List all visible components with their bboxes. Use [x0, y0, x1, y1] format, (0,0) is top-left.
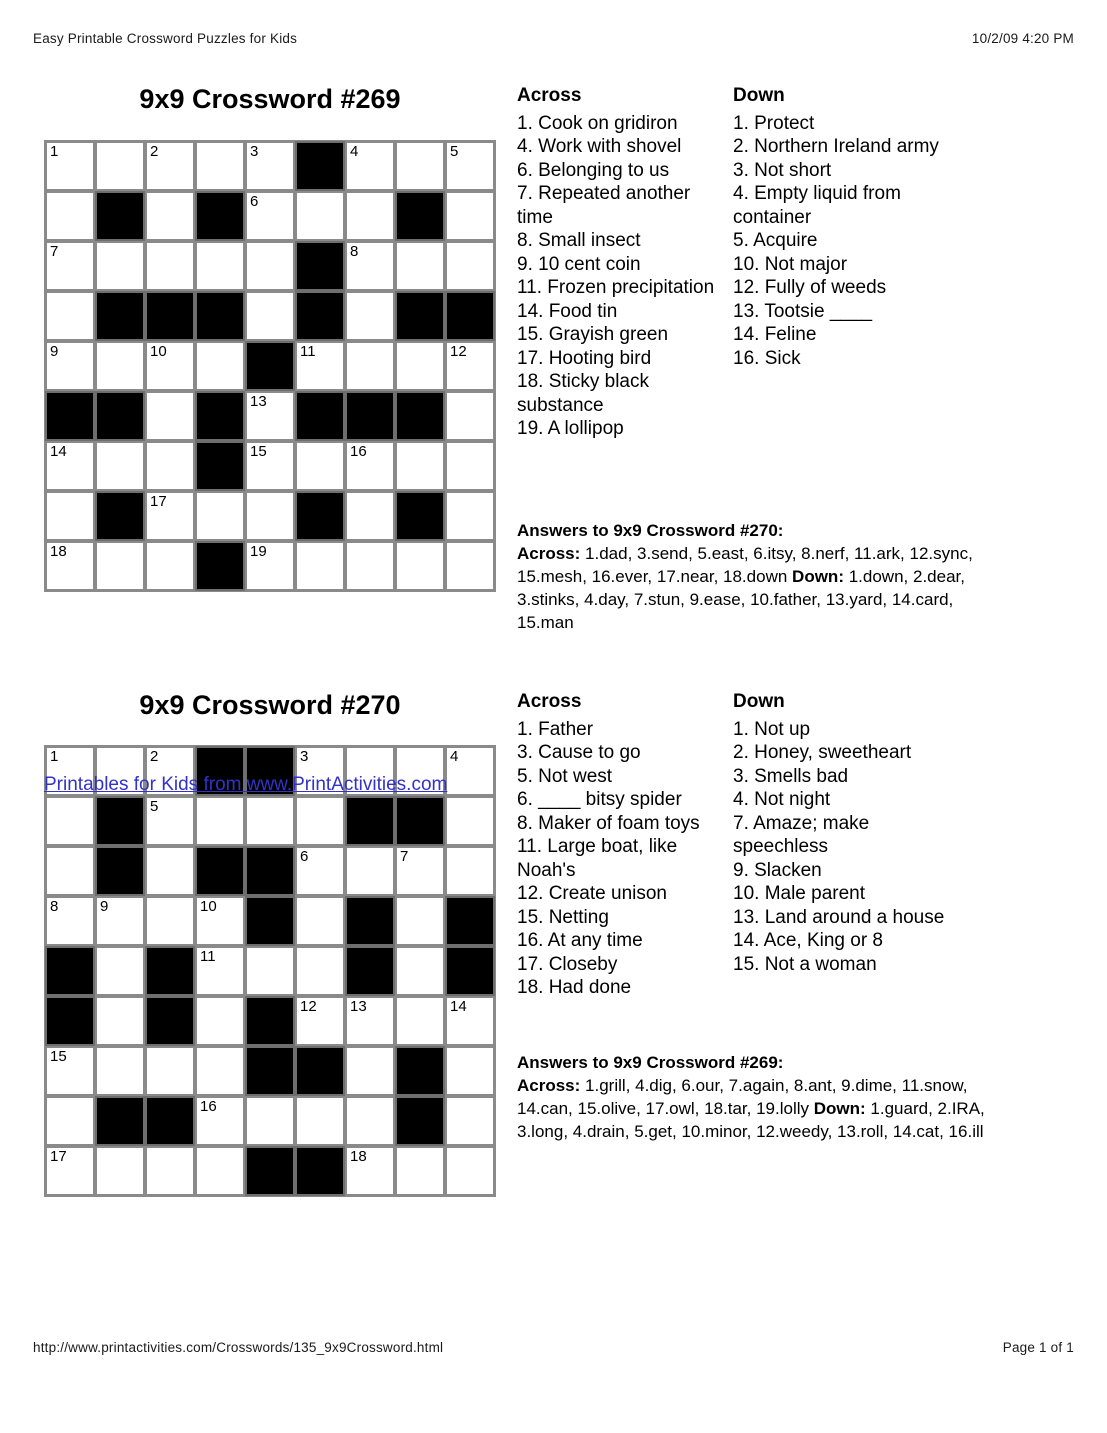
- grid-cell[interactable]: [295, 441, 345, 491]
- answers-across-list: 1.grill, 4.dig, 6.our, 7.again, 8.ant, 9.dime, 11.snow, 14.can, 15.olive, 17.owl, 18.tar, 19.lolly: [517, 1076, 968, 1118]
- puzzle-270-clues: [517, 690, 958, 1000]
- grid-cell[interactable]: [95, 1146, 145, 1196]
- black-cell: [145, 946, 195, 996]
- grid-cell[interactable]: [95, 441, 145, 491]
- answers-down-label: Down:: [792, 567, 844, 586]
- grid-cell[interactable]: [395, 541, 445, 591]
- grid-cell[interactable]: [345, 341, 395, 391]
- cell-number: 13: [250, 393, 267, 410]
- grid-cell[interactable]: [445, 391, 495, 441]
- grid-cell[interactable]: [245, 796, 295, 846]
- black-cell: [95, 796, 145, 846]
- black-cell: [345, 946, 395, 996]
- grid-cell[interactable]: [295, 996, 345, 1046]
- page-header-datetime: 10/2/09 4:20 PM: [971, 31, 1074, 46]
- clue-item: 18. Had done: [517, 977, 632, 998]
- clue-item: 5. Acquire: [733, 230, 818, 251]
- grid-cell[interactable]: [45, 441, 95, 491]
- answers-down-list: 1.guard, 2.IRA, 3.long, 4.drain, 5.get, 10.minor, 12.weedy, 13.roll, 14.cat, 16.ill: [517, 1099, 985, 1141]
- cell-number: 9: [50, 343, 59, 360]
- cell-number: 12: [300, 998, 317, 1015]
- cell-number: 15: [250, 443, 267, 460]
- grid-cell[interactable]: [45, 1146, 95, 1196]
- cell-number: 11: [300, 343, 316, 360]
- cell-number: 9: [100, 898, 109, 915]
- grid-cell[interactable]: [45, 1096, 95, 1146]
- grid-cell[interactable]: [195, 241, 245, 291]
- grid-cell[interactable]: [345, 241, 395, 291]
- black-cell: [395, 191, 445, 241]
- black-cell: [145, 1096, 195, 1146]
- cell-number: 8: [350, 243, 359, 260]
- cell-number: 16: [200, 1098, 217, 1115]
- cell-number: 14: [450, 998, 467, 1015]
- grid-cell[interactable]: [145, 341, 195, 391]
- grid-cell[interactable]: [345, 191, 395, 241]
- grid-cell[interactable]: [45, 141, 95, 191]
- grid-cell[interactable]: [395, 846, 445, 896]
- grid-cell[interactable]: [245, 141, 295, 191]
- black-cell: [295, 141, 345, 191]
- grid-cell[interactable]: [145, 1146, 195, 1196]
- clue-item: 10. Male parent: [733, 883, 866, 904]
- grid-cell[interactable]: [445, 1146, 495, 1196]
- page-header-title: Easy Printable Crossword Puzzles for Kids: [33, 31, 298, 46]
- grid-cell[interactable]: [45, 1046, 95, 1096]
- clue-item: 9. 10 cent coin: [517, 253, 641, 275]
- cell-number: 15: [50, 1048, 67, 1065]
- grid-cell[interactable]: [145, 1046, 195, 1096]
- black-cell: [395, 391, 445, 441]
- clue-item: 7. Amaze; make speechless: [733, 812, 870, 857]
- cell-number: 14: [50, 443, 67, 460]
- cell-number: 5: [450, 143, 459, 160]
- black-cell: [195, 291, 245, 341]
- clue-item: 14. Feline: [733, 324, 817, 345]
- grid-cell[interactable]: [45, 541, 95, 591]
- grid-cell[interactable]: [445, 241, 495, 291]
- cell-number: 19: [250, 543, 267, 560]
- grid-cell[interactable]: [295, 946, 345, 996]
- black-cell: [45, 391, 95, 441]
- clue-item: 14. Food tin: [517, 300, 618, 322]
- grid-cell[interactable]: [245, 491, 295, 541]
- black-cell: [145, 291, 195, 341]
- grid-cell[interactable]: [445, 141, 495, 191]
- grid-cell[interactable]: [245, 191, 295, 241]
- grid-cell[interactable]: [345, 291, 395, 341]
- grid-cell[interactable]: [145, 846, 195, 896]
- clue-item: 13. Tootsie ____: [733, 300, 873, 322]
- grid-cell[interactable]: [245, 241, 295, 291]
- black-cell: [45, 946, 95, 996]
- grid-cell[interactable]: [245, 391, 295, 441]
- grid-cell[interactable]: [445, 1046, 495, 1096]
- grid-cell[interactable]: [95, 996, 145, 1046]
- puzzle-269-clues: [517, 84, 958, 441]
- grid-cell[interactable]: [45, 491, 95, 541]
- cell-number: 18: [50, 543, 67, 560]
- cell-number: 1: [50, 748, 59, 765]
- clue-item: 15. Not a woman: [733, 953, 877, 975]
- down-heading: Down: [733, 691, 785, 712]
- cell-number: 17: [150, 493, 167, 510]
- cell-number: 3: [300, 748, 309, 765]
- cell-number: 10: [200, 898, 217, 915]
- down-clues-269: [733, 84, 958, 441]
- grid-cell[interactable]: [145, 191, 195, 241]
- black-cell: [45, 996, 95, 1046]
- black-cell: [245, 341, 295, 391]
- across-clues-269: [517, 84, 723, 441]
- clue-item: 12. Create unison: [517, 883, 667, 904]
- black-cell: [395, 1096, 445, 1146]
- black-cell: [445, 896, 495, 946]
- cell-number: 11: [200, 948, 216, 965]
- grid-cell[interactable]: [345, 996, 395, 1046]
- black-cell: [245, 1046, 295, 1096]
- grid-cell[interactable]: [295, 796, 345, 846]
- black-cell: [95, 846, 145, 896]
- grid-cell[interactable]: [245, 291, 295, 341]
- answers-across-label: Across:: [517, 544, 581, 563]
- grid-cell[interactable]: [45, 896, 95, 946]
- answers-down-list: 1.down, 2.dear, 3.stinks, 4.day, 7.stun, 9.ease, 10.father, 13.yard, 14.card, 15.man: [517, 567, 965, 632]
- grid-cell[interactable]: [445, 441, 495, 491]
- grid-cell[interactable]: [295, 846, 345, 896]
- grid-cell[interactable]: [395, 341, 445, 391]
- black-cell: [295, 291, 345, 341]
- grid-cell[interactable]: [195, 1096, 245, 1146]
- grid-cell[interactable]: [195, 946, 245, 996]
- cell-number: 5: [150, 798, 159, 815]
- black-cell: [345, 896, 395, 946]
- cell-number: 16: [350, 443, 367, 460]
- grid-cell[interactable]: [345, 491, 395, 541]
- grid-cell[interactable]: [145, 541, 195, 591]
- clue-item: 6. ____ bitsy spider: [517, 789, 682, 810]
- crossword-grid-270: [44, 745, 496, 1197]
- cell-number: 7: [50, 243, 59, 260]
- clue-item: 16. At any time: [517, 930, 643, 951]
- answers-down-label: Down:: [813, 1099, 866, 1118]
- cell-number: 12: [450, 343, 467, 360]
- clue-item: 19. A lollipop: [517, 418, 624, 439]
- answers-across-list: 1.dad, 3.send, 5.east, 6.itsy, 8.nerf, 11.ark, 12.sync, 15.mesh, 16.ever, 17.near, 18.down: [517, 544, 973, 586]
- clue-item: 3. Smells bad: [733, 765, 849, 787]
- grid-cell[interactable]: [345, 1146, 395, 1196]
- grid-cell[interactable]: [95, 896, 145, 946]
- clue-item: 6. Belonging to us: [517, 159, 670, 181]
- grid-cell[interactable]: [445, 541, 495, 591]
- black-cell: [395, 1046, 445, 1096]
- grid-cell[interactable]: [445, 491, 495, 541]
- grid-cell[interactable]: [295, 1096, 345, 1146]
- black-cell: [445, 946, 495, 996]
- black-cell: [195, 191, 245, 241]
- cell-number: 17: [50, 1148, 67, 1165]
- cell-number: 7: [400, 848, 409, 865]
- cell-number: 4: [350, 143, 359, 160]
- grid-cell[interactable]: [95, 541, 145, 591]
- black-cell: [195, 541, 245, 591]
- clue-item: 4. Empty liquid from container: [733, 183, 901, 228]
- clue-item: 4. Not night: [733, 789, 831, 810]
- black-cell: [95, 491, 145, 541]
- black-cell: [295, 491, 345, 541]
- down-heading: Down: [733, 85, 785, 106]
- grid-cell[interactable]: [45, 796, 95, 846]
- grid-cell[interactable]: [445, 846, 495, 896]
- grid-cell[interactable]: [445, 996, 495, 1046]
- black-cell: [245, 1146, 295, 1196]
- answers-block-269: [517, 1051, 992, 1143]
- across-clues-270: [517, 690, 723, 1000]
- cell-number: 2: [150, 748, 159, 765]
- black-cell: [445, 291, 495, 341]
- grid-cell[interactable]: [295, 541, 345, 591]
- across-heading: Across: [517, 691, 582, 712]
- black-cell: [245, 846, 295, 896]
- clue-item: 9. Slacken: [733, 859, 822, 881]
- puzzle-269-title: 9x9 Crossword #269: [139, 84, 401, 114]
- clue-item: 18. Sticky black substance: [517, 371, 649, 416]
- black-cell: [345, 391, 395, 441]
- cell-number: 8: [50, 898, 59, 915]
- printactivities-link[interactable]: Printables for Kids from www.PrintActivities.com: [44, 774, 448, 795]
- grid-cell[interactable]: [195, 141, 245, 191]
- black-cell: [145, 996, 195, 1046]
- grid-cell[interactable]: [295, 341, 345, 391]
- grid-cell[interactable]: [195, 1146, 245, 1196]
- grid-cell[interactable]: [245, 441, 295, 491]
- clue-item: 2. Northern Ireland army: [733, 136, 939, 157]
- grid-cell[interactable]: [395, 946, 445, 996]
- page-footer-url: http://www.printactivities.com/Crosswords/135_9x9Crossword.html: [33, 1340, 444, 1355]
- grid-cell[interactable]: [145, 491, 195, 541]
- grid-cell[interactable]: [45, 241, 95, 291]
- grid-cell[interactable]: [195, 1046, 245, 1096]
- grid-cell[interactable]: [95, 946, 145, 996]
- grid-cell[interactable]: [445, 796, 495, 846]
- black-cell: [95, 291, 145, 341]
- answers-text: [517, 542, 992, 634]
- grid-cell[interactable]: [395, 241, 445, 291]
- clue-item: 5. Not west: [517, 765, 613, 787]
- cell-number: 4: [450, 748, 459, 765]
- grid-cell[interactable]: [95, 241, 145, 291]
- black-cell: [295, 1046, 345, 1096]
- grid-cell[interactable]: [145, 141, 195, 191]
- grid-cell[interactable]: [395, 1146, 445, 1196]
- grid-cell[interactable]: [445, 191, 495, 241]
- black-cell: [245, 996, 295, 1046]
- grid-cell[interactable]: [145, 391, 195, 441]
- across-heading: Across: [517, 85, 582, 106]
- grid-cell[interactable]: [345, 1046, 395, 1096]
- black-cell: [395, 491, 445, 541]
- grid-cell[interactable]: [395, 441, 445, 491]
- grid-cell[interactable]: [445, 1096, 495, 1146]
- clue-item: 15. Netting: [517, 906, 609, 928]
- grid-cell[interactable]: [295, 896, 345, 946]
- grid-cell[interactable]: [345, 1096, 395, 1146]
- grid-cell[interactable]: [245, 1096, 295, 1146]
- black-cell: [245, 896, 295, 946]
- black-cell: [195, 846, 245, 896]
- black-cell: [95, 191, 145, 241]
- grid-cell[interactable]: [395, 141, 445, 191]
- grid-cell[interactable]: [395, 896, 445, 946]
- answers-across-label: Across:: [517, 1076, 581, 1095]
- cell-number: 18: [350, 1148, 367, 1165]
- clue-item: 12. Fully of weeds: [733, 277, 887, 298]
- black-cell: [195, 441, 245, 491]
- clue-item: 16. Sick: [733, 347, 801, 369]
- grid-cell[interactable]: [345, 846, 395, 896]
- answers-heading: Answers to 9x9 Crossword #269:: [517, 1053, 784, 1072]
- black-cell: [295, 241, 345, 291]
- clue-item: 8. Maker of foam toys: [517, 812, 700, 834]
- clue-item: 8. Small insect: [517, 230, 641, 251]
- grid-cell[interactable]: [195, 896, 245, 946]
- clue-item: 3. Cause to go: [517, 742, 641, 763]
- clue-item: 17. Hooting bird: [517, 347, 652, 369]
- grid-cell[interactable]: [145, 441, 195, 491]
- grid-cell[interactable]: [95, 141, 145, 191]
- clue-item: 1. Father: [517, 718, 594, 740]
- grid-cell[interactable]: [245, 946, 295, 996]
- down-clues-270: [733, 690, 958, 1000]
- answers-heading: Answers to 9x9 Crossword #270:: [517, 521, 784, 540]
- clue-item: 4. Work with shovel: [517, 136, 682, 157]
- grid-cell[interactable]: [45, 191, 95, 241]
- black-cell: [295, 391, 345, 441]
- grid-cell[interactable]: [145, 896, 195, 946]
- cell-number: 1: [50, 143, 59, 160]
- answers-text: [517, 1074, 992, 1143]
- grid-cell[interactable]: [195, 341, 245, 391]
- page-footer-pagenum: Page 1 of 1: [1002, 1340, 1074, 1355]
- black-cell: [395, 291, 445, 341]
- grid-cell[interactable]: [345, 541, 395, 591]
- cell-number: 6: [250, 193, 259, 210]
- clue-item: 14. Ace, King or 8: [733, 930, 883, 951]
- clue-item: 10. Not major: [733, 253, 848, 275]
- clue-item: 1. Not up: [733, 718, 811, 740]
- cell-number: 3: [250, 143, 259, 160]
- puzzle-270-title: 9x9 Crossword #270: [139, 690, 401, 720]
- clue-item: 1. Protect: [733, 112, 815, 134]
- black-cell: [195, 391, 245, 441]
- black-cell: [295, 1146, 345, 1196]
- grid-cell[interactable]: [195, 491, 245, 541]
- crossword-grid-269: [44, 140, 496, 592]
- clue-item: 3. Not short: [733, 159, 832, 181]
- grid-cell[interactable]: [445, 746, 495, 796]
- grid-cell[interactable]: [45, 846, 95, 896]
- grid-cell[interactable]: [95, 341, 145, 391]
- clue-item: 13. Land around a house: [733, 906, 945, 928]
- clue-item: 7. Repeated another time: [517, 183, 691, 228]
- grid-cell[interactable]: [345, 441, 395, 491]
- clue-item: 11. Large boat, like Noah's: [517, 836, 678, 881]
- grid-cell[interactable]: [195, 796, 245, 846]
- black-cell: [345, 796, 395, 846]
- clue-item: 2. Honey, sweetheart: [733, 742, 912, 763]
- grid-cell[interactable]: [345, 141, 395, 191]
- clue-item: 1. Cook on gridiron: [517, 112, 678, 134]
- clue-item: 17. Closeby: [517, 953, 618, 975]
- answers-block-270: [517, 519, 992, 634]
- grid-cell[interactable]: [145, 241, 195, 291]
- grid-cell[interactable]: [195, 996, 245, 1046]
- clue-item: 15. Grayish green: [517, 324, 669, 345]
- grid-cell[interactable]: [245, 541, 295, 591]
- black-cell: [395, 796, 445, 846]
- grid-cell[interactable]: [95, 1046, 145, 1096]
- grid-cell[interactable]: [395, 996, 445, 1046]
- black-cell: [95, 391, 145, 441]
- cell-number: 2: [150, 143, 159, 160]
- cell-number: 6: [300, 848, 309, 865]
- cell-number: 10: [150, 343, 167, 360]
- black-cell: [95, 1096, 145, 1146]
- grid-cell[interactable]: [45, 341, 95, 391]
- grid-cell[interactable]: [145, 796, 195, 846]
- grid-cell[interactable]: [445, 341, 495, 391]
- cell-number: 13: [350, 998, 367, 1015]
- grid-cell[interactable]: [45, 291, 95, 341]
- grid-cell[interactable]: [295, 191, 345, 241]
- clue-item: 11. Frozen precipitation: [517, 277, 715, 298]
